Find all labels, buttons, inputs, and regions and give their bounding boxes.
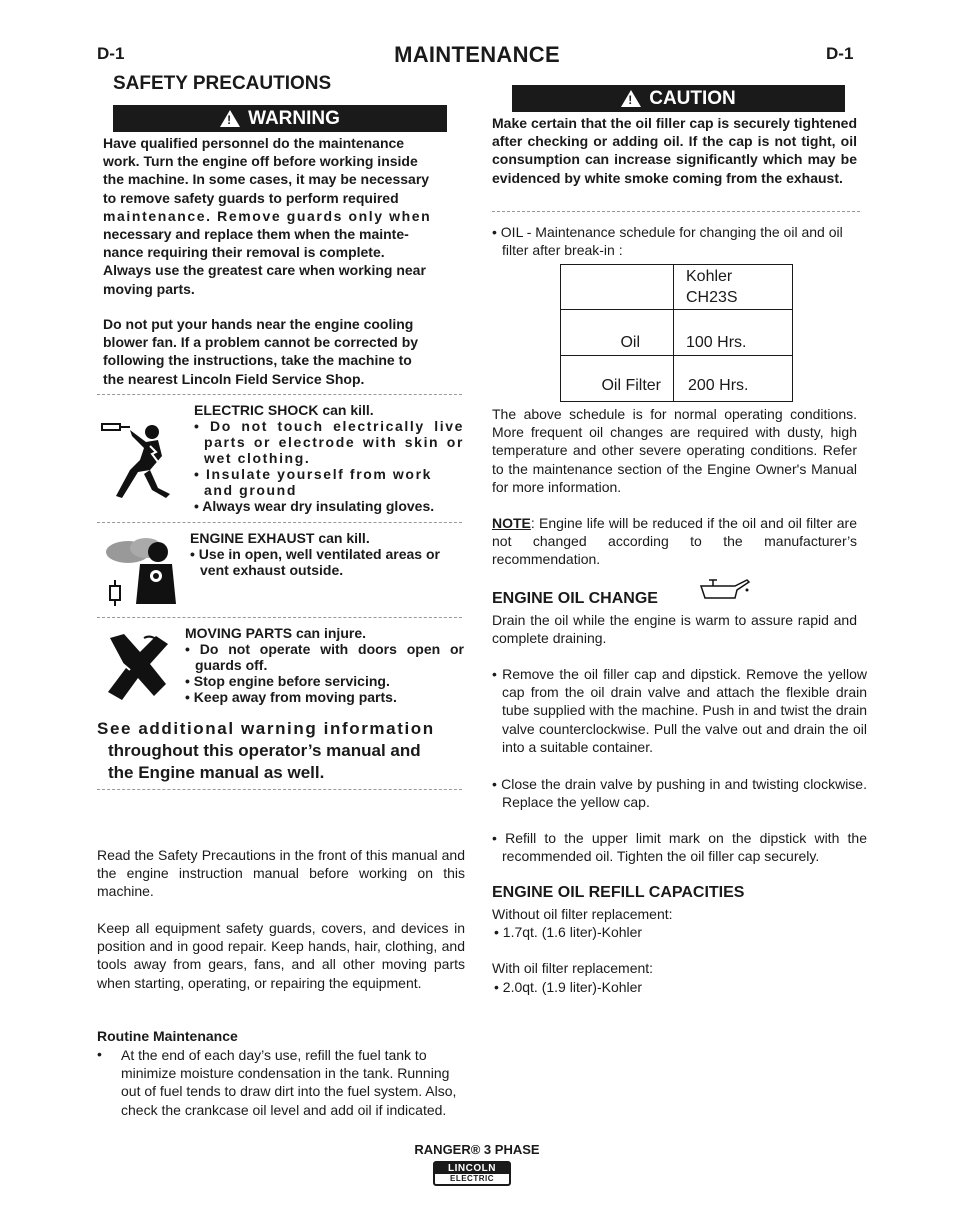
- warning-line: Have qualified personnel do the maintenance: [103, 135, 405, 151]
- divider: [97, 789, 462, 790]
- moving-parts-icon: [100, 630, 175, 705]
- table-header-kohler: Kohler: [686, 268, 733, 285]
- moving-parts-block: [185, 625, 464, 705]
- table-header-model: CH23S: [686, 289, 738, 306]
- table-empty-cell: [561, 265, 674, 310]
- oil-schedule-table: [560, 264, 793, 402]
- divider: [97, 394, 462, 395]
- table-row-value: 100 Hrs.: [674, 310, 793, 356]
- warning-banner: [113, 105, 447, 132]
- with-filter-label: With oil filter replacement:: [492, 960, 654, 976]
- warning-line: maintenance. Remove guards only when: [103, 207, 432, 224]
- oil-change-intro: Drain the oil while the engine is warm to assure rapid and complete draining.: [492, 612, 857, 647]
- page-title: MAINTENANCE: [394, 42, 560, 67]
- lincoln-electric-logo: [433, 1161, 511, 1186]
- schedule-paragraph: The above schedule is for normal operating conditions. More frequent oil changes are required with dusty, high temperature and other severe operating conditions. Refer to the maintenance section of the Engine Owner's Manual for more information.: [492, 406, 857, 495]
- hazard-item: • Always wear dry insulating gloves.: [194, 498, 435, 514]
- see-additional-line: throughout this operator’s manual and: [108, 741, 421, 760]
- logo-bottom-text: ELECTRIC: [450, 1174, 494, 1183]
- warning-line: necessary and replace them when the mainte-: [103, 226, 409, 243]
- see-additional-line: See additional warning information: [97, 719, 435, 738]
- warning-line: the nearest Lincoln Field Service Shop.: [103, 370, 365, 387]
- warning-line: following the instructions, take the machine to: [103, 352, 412, 369]
- table-header-cell: [674, 265, 793, 310]
- logo-top-text: LINCOLN: [435, 1163, 509, 1174]
- caution-banner: [512, 85, 845, 112]
- oil-can-icon: [697, 576, 751, 602]
- routine-maintenance-text: At the end of each day’s use, refill the fuel tank to minimize moisture condensation in the tank. Running out of fuel tends to draw dirt into the fuel system. Also, check the crankcase oil level and add oil if indicated.: [121, 1047, 457, 1118]
- hazard-item: • Insulate yourself from work and ground: [194, 466, 433, 498]
- warning-line: nance requiring their removal is complete.: [103, 244, 385, 261]
- hazard-item: • Use in open, well ventilated areas or vent exhaust outside.: [190, 546, 440, 578]
- keep-guards-paragraph: Keep all equipment safety guards, covers, and devices in position and in good repair. Keep hands, hair, clothing, and tools away from gears, fans, and all other moving parts when starting, operating, or repairing the equipment.: [97, 920, 465, 991]
- engine-exhaust-title: ENGINE EXHAUST can kill.: [190, 530, 370, 546]
- oil-change-step: • Close the drain valve by pushing in and twisting clockwise. Replace the yellow cap.: [492, 776, 867, 811]
- hazard-item: • Stop engine before servicing.: [185, 673, 390, 689]
- caution-text: Make certain that the oil filler cap is securely tightened after checking or adding oil. If the cap is not tight, oil consumption can increase significantly which may be evidenced by white smoke coming from the exhaust.: [492, 115, 857, 186]
- engine-exhaust-icon: [100, 534, 180, 609]
- electric-shock-block: [194, 402, 464, 514]
- see-additional-warning: [97, 718, 465, 784]
- warning-line: Always use the greatest care when working near: [103, 262, 426, 279]
- table-row-label: Oil Filter: [561, 356, 674, 402]
- oil-schedule-intro: • OIL - Maintenance schedule for changing the oil and oil filter after break-in :: [492, 224, 843, 259]
- warning-line: the machine. In some cases, it may be necessary: [103, 171, 430, 188]
- divider: [97, 522, 462, 523]
- product-name: RANGER® 3 PHASE: [414, 1142, 540, 1157]
- page-number-right: D-1: [826, 44, 854, 63]
- divider: [97, 617, 462, 618]
- hazard-item: • Do not touch electrically live parts or electrode with skin or wet clothing.: [194, 418, 464, 466]
- note-text: : Engine life will be reduced if the oil and oil filter are not changed according to the manufacturer’s recommendation.: [492, 515, 857, 568]
- oil-refill-capacities-heading: ENGINE OIL REFILL CAPACITIES: [492, 884, 745, 901]
- electric-shock-icon: [100, 410, 180, 510]
- table-row-value: 200 Hrs.: [674, 356, 793, 402]
- routine-bullet: •: [97, 1046, 102, 1062]
- warning-line: Do not put your hands near the engine cooling: [103, 316, 414, 332]
- routine-maintenance-heading: Routine Maintenance: [97, 1028, 238, 1044]
- warning-triangle-icon: [220, 110, 240, 127]
- oil-change-step: • Refill to the upper limit mark on the dipstick with the recommended oil. Tighten the oil filler cap securely.: [492, 830, 867, 865]
- warning-line: to remove safety guards to perform required: [103, 189, 399, 206]
- read-safety-paragraph: Read the Safety Precautions in the front of this manual and the engine instruction manual before working on this machine.: [97, 847, 465, 900]
- engine-exhaust-block: [190, 530, 464, 578]
- page-number-left: D-1: [97, 44, 125, 63]
- electric-shock-title: ELECTRIC SHOCK can kill.: [194, 402, 374, 418]
- warning-paragraph-1: [103, 134, 457, 298]
- without-filter-value: • 1.7qt. (1.6 liter)-Kohler: [494, 924, 643, 940]
- hazard-item: • Keep away from moving parts.: [185, 689, 397, 705]
- warning-line: work. Turn the engine off before working inside: [103, 153, 418, 170]
- with-filter-value: • 2.0qt. (1.9 liter)-Kohler: [494, 979, 643, 995]
- safety-precautions-heading: SAFETY PRECAUTIONS: [113, 73, 332, 94]
- caution-label: CAUTION: [649, 87, 736, 109]
- warning-paragraph-2: [103, 315, 457, 388]
- oil-change-step: • Remove the oil filler cap and dipstick. Remove the yellow cap from the oil drain valve and attach the flexible drain tube supplied with the machine. Push in and twist the drain valve counterclockwise. Pull the valve out and drain the oil into a suitable container.: [492, 666, 867, 755]
- engine-oil-change-heading: ENGINE OIL CHANGE: [492, 590, 658, 607]
- hazard-item: • Do not operate with doors open or guards off.: [185, 641, 464, 673]
- warning-line: blower fan. If a problem cannot be corrected by: [103, 334, 419, 351]
- caution-triangle-icon: [621, 90, 641, 107]
- warning-label: WARNING: [248, 107, 340, 129]
- without-filter-label: Without oil filter replacement:: [492, 906, 673, 922]
- table-row-label: Oil: [561, 310, 674, 356]
- see-additional-line: the Engine manual as well.: [108, 763, 325, 782]
- moving-parts-title: MOVING PARTS can injure.: [185, 625, 366, 641]
- warning-line: moving parts.: [103, 280, 195, 297]
- divider: [492, 211, 860, 212]
- note-paragraph: [492, 514, 857, 569]
- note-label: NOTE: [492, 515, 531, 531]
